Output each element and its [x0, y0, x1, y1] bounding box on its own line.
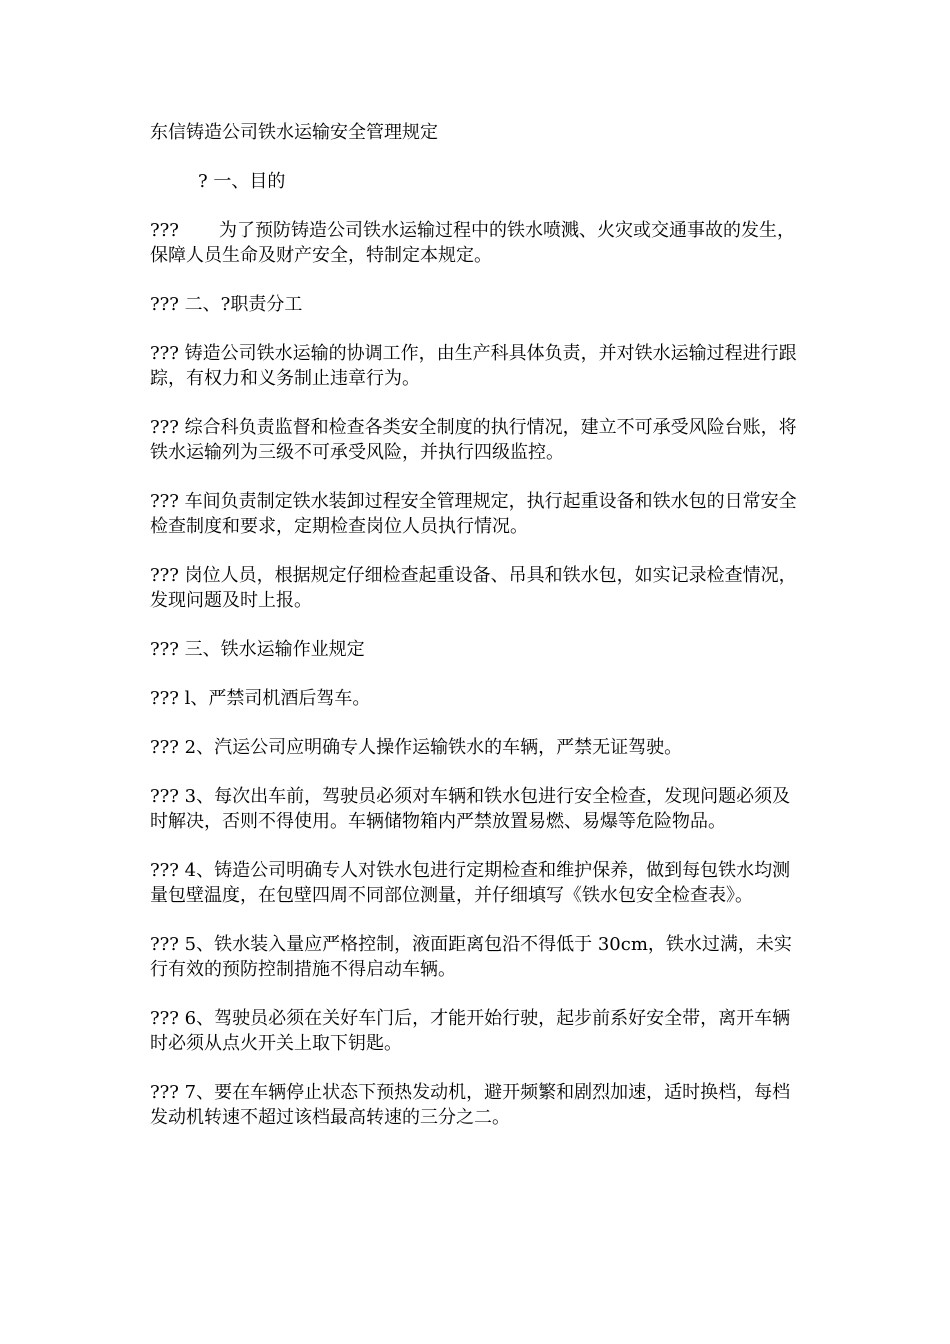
placeholder-marks: ??? — [150, 220, 179, 241]
rule-item-3: ??? 3、每次出车前，驾驶员必须对车辆和铁水包进行安全检查，发现问题必须及时解决，否则不得使用。车辆储物箱内严禁放置易燃、易爆等危险物品。 — [150, 786, 791, 832]
paragraph-workshop: ??? 车间负责制定铁水装卸过程安全管理规定，执行起重设备和铁水包的日常安全检查制度和要求，定期检查岗位人员执行情况。 — [150, 491, 797, 537]
paragraph-production-dept: ??? 铸造公司铁水运输的协调工作，由生产科具体负责，并对铁水运输过程进行跟踪，有权力和义务制止违章行为。 — [150, 343, 797, 389]
rule-item-4: ??? 4、铸造公司明确专人对铁水包进行定期检查和维护保养，做到每包铁水均测量包壁温度，在包壁四周不同部位测量，并仔细填写《铁水包安全检查表》。 — [150, 860, 791, 906]
rule-item-6: ??? 6、驾驶员必须在关好车门后，才能开始行驶，起步前系好安全带，离开车辆时必须从点火开关上取下钥匙。 — [150, 1008, 791, 1054]
document-title: 东信铸造公司铁水运输安全管理规定 — [150, 122, 438, 143]
rule-item-5: ??? 5、铁水装入量应严格控制，液面距离包沿不得低于 30cm，铁水过满，未实行有效的预防控制措施不得启动车辆。 — [150, 934, 792, 980]
paragraph-staff: ??? 岗位人员，根据规定仔细检查起重设备、吊具和铁水包，如实记录检查情况，发现问题及时上报。 — [150, 565, 797, 611]
paragraph-general-dept: ??? 综合科负责监督和检查各类安全制度的执行情况，建立不可承受风险台账，将铁水运输列为三级不可承受风险，并执行四级监控。 — [150, 417, 797, 463]
section-heading-responsibilities: ??? 二、?职责分工 — [150, 294, 303, 315]
section-heading-rules: ??? 三、铁水运输作业规定 — [150, 639, 365, 660]
document-body — [150, 120, 800, 1154]
rule-item-2: ??? 2、汽运公司应明确专人操作运输铁水的车辆，严禁无证驾驶。 — [150, 737, 683, 758]
rule-item-7: ??? 7、要在车辆停止状态下预热发动机，避开频繁和剧烈加速，适时换档，每档发动机转速不超过该档最高转速的三分之二。 — [150, 1082, 791, 1128]
paragraph-text: 为了预防铸造公司铁水运输过程中的铁水喷溅、火灾或交通事故的发生，保障人员生命及财产安全，特制定本规定。 — [150, 220, 795, 266]
paragraph-purpose — [150, 218, 800, 268]
section-heading-purpose: ? 一、目的 — [198, 171, 286, 192]
rule-item-1: ??? l、严禁司机酒后驾车。 — [150, 688, 371, 709]
